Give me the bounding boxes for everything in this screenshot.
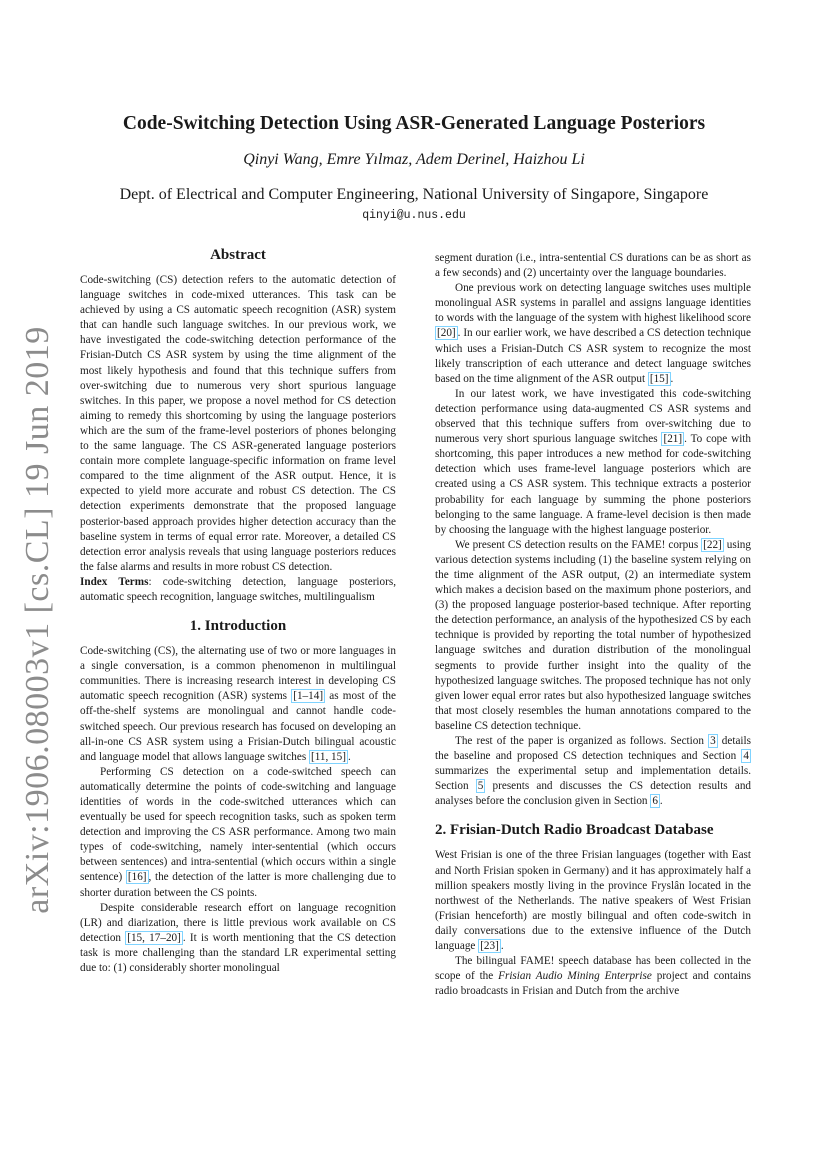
citation-link[interactable]: [23]: [480, 940, 499, 953]
intro-heading: 1. Introduction: [189, 618, 287, 635]
author-email: qinyi@u.nus.edu: [362, 209, 466, 222]
index-terms-text: : code-switching detection, language posteriors, automatic speech recognition, language switches, multilingualism: [80, 575, 396, 603]
intro-paragraph-4: One previous work on detecting language switches uses multiple monolingual ASR systems in parallel and assigns language identities to words with the language of the system with highest likelihood score [20] . In our earlier work, we have described a CS detection technique which uses a Frisian-Dutch CS ASR system to recognize the most likely transcription of each utterance and detect language switches based on the time alignment of the ASR output [15] .: [435, 282, 751, 385]
paper-title: Code-Switching Detection Using ASR-Generated Language Posteriors: [122, 113, 706, 134]
citation-link[interactable]: [15]: [649, 372, 669, 385]
citation-link[interactable]: [22]: [703, 538, 722, 551]
section-link[interactable]: 6: [652, 795, 658, 808]
citation-link[interactable]: [21]: [663, 433, 683, 446]
citation-link[interactable]: [16]: [127, 871, 147, 884]
section-link[interactable]: 5: [477, 780, 484, 793]
index-terms: [80, 575, 396, 605]
citation-link[interactable]: [1–14]: [293, 690, 324, 703]
abstract-text: Code-switching (CS) detection refers to the automatic detection of language switches in code-mixed utterances. This task can be achieved by using a CS automatic speech recognition (ASR) system that can handle such language switches. In our previous work, we have investigated the code-switching detection performance of the Frisian-Dutch CS ASR system by using the time alignment of the most likely hypothesis and found that this technique suffers from over-switching due to numerous very short spurious language switches. In this paper, we propose a novel method for CS detection aiming to remedy this shortcoming by using the language posteriors which are the sum of the frame-level posteriors of phones belonging to the same language. The CS ASR-generated language posteriors contain more complete language-specific information on frame level compared to the time alignment of the ASR output. Hence, it is expected to yield more accurate and robust CS detection. The CS detection experiments demonstrate that the proposed language posterior-based approach provides higher detection accuracy than the baseline system in terms of equal error rate. Moreover, a detailed CS detection error analysis reveals that using language posteriors reduces the false alarms and results in more robust CS detection.: [80, 274, 396, 573]
section-2-heading: 2. Frisian-Dutch Radio Broadcast Database: [435, 822, 714, 839]
intro-paragraph-1: Code-switching (CS), the alternating use of two or more languages in a single conversation, is a common phenomenon in multilingual communities. There is increasing research interest in developing CS automatic speech recognition (ASR) systems [1–14] as most of the off-the-shelf systems are monolingual and cannot handle code-switched speech. Our previous research has focused on developing an all-in-one CS ASR system using a Frisian-Dutch bilingual acoustic and language model that allows language switches [11, 15] .: [80, 645, 396, 763]
arxiv-id-text: arXiv:1906.08003v1 [cs.CL] 19 Jun 2019: [19, 326, 56, 914]
right-column: [435, 251, 751, 999]
section-2-paragraph-2: The bilingual FAME! speech database has been collected in the scope of the Frisian Audio Mining Enterprise project and contains radio broadcasts in Frisian and Dutch from the archive: [435, 955, 751, 998]
abstract-heading: Abstract: [210, 247, 266, 263]
section-link[interactable]: 4: [743, 750, 749, 763]
intro-paragraph-3: Despite considerable research effort on language recognition (LR) and diarization, there is little previous work available on CS detection [15, 17–20] . It is worth mentioning that the CS detection task is more challenging than the standard LR experimental setting due to: (1) considerably shorter monolingual: [80, 901, 396, 975]
left-column: [80, 246, 396, 976]
intro-paragraph-5: In our latest work, we have investigated this code-switching detection performance using data-augmented CS ASR systems and observed that this technique suffers from over-switching due to numerous very short spurious language switches [21] . To cope with shortcoming, this paper introduces a new method for code-switching detection which uses frame-level language posteriors which are created using a CS ASR system. This technique extracts a posterior probability for each language by summing the phone posteriors belonging to the same language. A frame-level decision is then made by choosing the language with the highest language posterior.: [435, 387, 752, 536]
project-name: Frisian Audio Mining Enterprise: [498, 970, 652, 983]
intro-paragraph-6: We present CS detection results on the FAME! corpus [22] using various detection systems including (1) the baseline system relying on the time alignment of the ASR output, (2) an intermediate system which makes a decision based on the maximum phone posteriors, and (3) the proposed language posterior-based technique. After reporting the detection performance, an analysis of the hypothesized CS by each technique is provided by reporting the total number of hypothesized language switches and duration distribution of the monolingual segments to provide further insight into the quality of the hypothesized language switches. The proposed technique has not only given lower equal error rates but also hypothesized language switches that most closely resembles the human annotations compared to the baseline CS detection technique.: [435, 538, 751, 732]
intro-paragraph-2: Performing CS detection on a code-switched speech can automatically determine the points of code-switching and language identities of words in the code-switched utterances which can eventually be used for speech recognition tasks, such as spoken term detection and improving the CS ASR performance. Among two main types of code-switching, namely inter-sentential (which occurs between sentences) and intra-sentential (which occurs within a single sentence) [16] , the detection of the latter is more challenging due to shorter duration between the CS points.: [80, 765, 396, 899]
index-terms-label: Index Terms: [80, 575, 149, 588]
section-link[interactable]: 3: [710, 735, 716, 747]
citation-link[interactable]: [15, 17–20]: [127, 931, 181, 944]
intro-paragraph-7: The rest of the paper is organized as follows. Section 3 details the baseline and proposed CS detection techniques and Section 4 summarizes the experimental setup and implementation details. Section 5 presents and discusses the CS detection results and analyses before the conclusion given in Section 6 .: [435, 735, 752, 808]
citation-link[interactable]: [11, 15]: [310, 750, 346, 763]
citation-link[interactable]: [20]: [437, 327, 456, 340]
intro-paragraph-3-cont: segment duration (i.e., intra-sentential CS durations can be as short as a few seconds) and (2) uncertainty over the language boundaries.: [435, 252, 751, 280]
section-2-paragraph-1: West Frisian is one of the three Frisian languages (together with East and North Frisian spoken in Germany) and it has approximately half a million speakers mostly living in the province Fryslân located in the northwest of the Netherlands. The native speakers of West Frisian (Frisian henceforth) are mostly bilingual and often code-switch in daily conversations due to the extensive influence of the Dutch language [23] .: [435, 849, 751, 953]
arxiv-side-stamp: [18, 326, 58, 914]
paper-affiliation: Dept. of Electrical and Computer Engineering, National University of Singapore, Singapore: [119, 186, 709, 203]
paper-authors: Qinyi Wang, Emre Yılmaz, Adem Derinel, Haizhou Li: [243, 151, 585, 168]
